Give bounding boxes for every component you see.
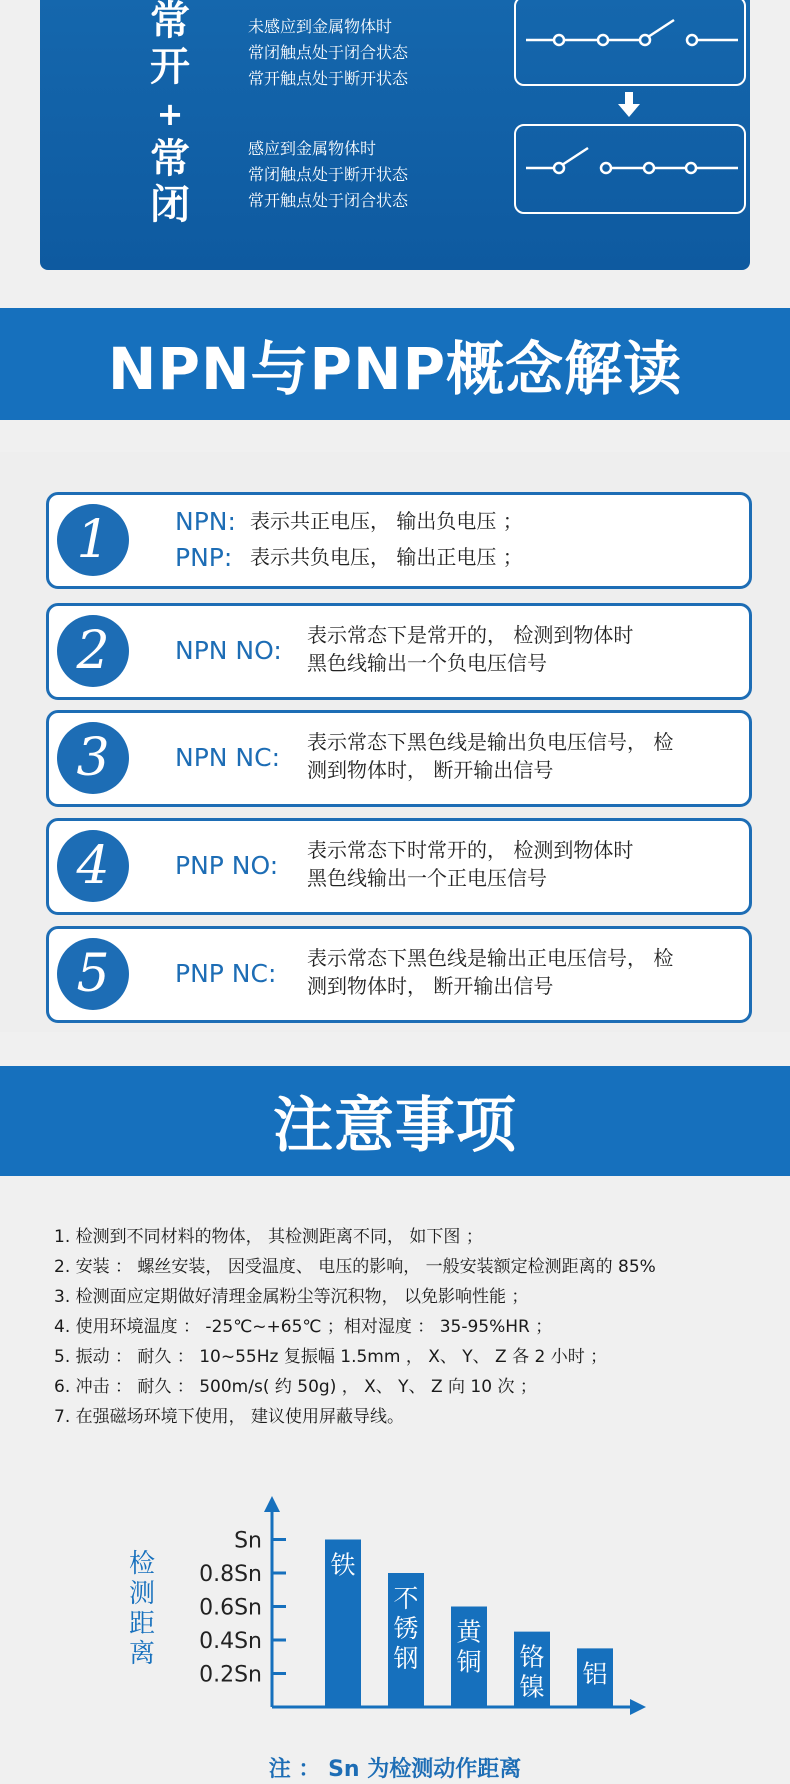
note-item: 3. 检测面应定期做好清理金属粉尘等沉积物， 以免影响性能 ；	[54, 1287, 529, 1307]
state-line: 未感应到金属物体时	[248, 17, 393, 36]
card-desc	[307, 836, 633, 892]
bar-label-char: 钢	[393, 1644, 419, 1673]
card-number: 5	[57, 938, 129, 1010]
switch-contacts-icon	[516, 0, 748, 88]
y-tick-label: 0.8Sn	[199, 1562, 262, 1587]
card-term: NPN:	[175, 507, 236, 536]
switch-diagram-default	[514, 0, 746, 86]
contact-state-panel	[40, 0, 750, 270]
y-axis-arrow	[264, 1496, 280, 1512]
concept-card-2	[46, 603, 752, 700]
card-desc: 表示共正电压， 输出负电压 ；	[250, 509, 523, 533]
card-term: PNP:	[175, 543, 233, 572]
bar-label-char: 铜	[456, 1647, 482, 1677]
y-tick-label: 0.6Sn	[199, 1595, 262, 1621]
card-desc-line: 测到物体时， 断开输出信号	[307, 974, 554, 998]
note-item: 4. 使用环境温度 ： -25℃~+65℃ ；相对湿度 ： 35-95%HR ；	[54, 1317, 553, 1337]
y-axis-label-char: 离	[128, 1639, 156, 1669]
chart-note: 注 ： Sn 为检测动作距离	[268, 1757, 522, 1782]
state-text-not-sensed	[248, 14, 408, 92]
card-number: 4	[57, 830, 129, 902]
card-desc	[307, 728, 673, 784]
card-desc: 表示共负电压， 输出正电压 ；	[250, 545, 523, 569]
concept-card-1	[46, 492, 752, 589]
state-line: 常闭触点处于断开状态	[248, 165, 409, 184]
card-desc-line: 表示常态下是常开的， 检测到物体时	[307, 623, 634, 647]
card-term: NPN NO:	[175, 636, 282, 665]
note-item: 6. 冲击 ： 耐久 ： 500m/s( 约 50g) ， X、 Y、 Z 向 10 次 ；	[54, 1377, 537, 1397]
notes-list	[54, 1222, 754, 1432]
y-axis-label-char: 测	[128, 1579, 156, 1609]
card-desc-line: 表示常态下黑色线是输出正电压信号， 检	[307, 946, 674, 970]
y-axis-label-char: 检	[128, 1549, 156, 1579]
section-title: NPN与PNP概念解读	[107, 335, 683, 403]
state-line: 感应到金属物体时	[248, 139, 377, 158]
bar-label-char: 铁	[330, 1550, 356, 1580]
mode-label-nc: 常闭	[150, 136, 190, 228]
y-tick-label: Sn	[234, 1528, 262, 1554]
concept-card-4	[46, 818, 752, 915]
card-term: NPN NC:	[175, 743, 281, 772]
card-term: PNP NO:	[175, 851, 279, 880]
note-item: 7. 在强磁场环境下使用， 建议使用屏蔽导线。	[54, 1407, 405, 1427]
section-banner-concepts	[0, 308, 790, 420]
state-line: 常开触点处于断开状态	[248, 69, 409, 88]
card-number: 2	[57, 615, 129, 687]
note-item: 5. 振动 ： 耐久 ： 10~55Hz 复振幅 1.5mm ， X、 Y、 Z 各 2 小时 ；	[54, 1347, 608, 1367]
switch-contacts-icon	[516, 126, 748, 216]
y-axis-label-char: 距	[128, 1609, 156, 1639]
card-desc-line: 测到物体时， 断开输出信号	[307, 758, 554, 782]
state-text-sensed	[248, 136, 408, 214]
bar-label-char: 铝	[582, 1659, 608, 1689]
state-line: 常闭触点处于闭合状态	[248, 43, 409, 62]
bar-label-char: 锈	[393, 1614, 419, 1643]
card-number: 3	[57, 722, 129, 794]
section-title: 注意事项	[273, 1091, 517, 1161]
bar-label-char: 不	[393, 1584, 419, 1613]
bar-label-char: 黄	[456, 1617, 482, 1647]
note-item: 1. 检测到不同材料的物体， 其检测距离不同， 如下图 ；	[54, 1227, 483, 1247]
state-line: 常开触点处于闭合状态	[248, 191, 409, 210]
note-item: 2. 安装 ： 螺丝安装， 因受温度、 电压的影响， 一般安装额定检测距离的 85%	[54, 1257, 656, 1277]
detection-distance-chart	[0, 1480, 790, 1750]
card-desc	[307, 944, 673, 1000]
card-desc-line: 黑色线输出一个负电压信号	[307, 651, 547, 675]
card-number: 1	[57, 504, 129, 576]
card-term: PNP NC:	[175, 959, 277, 988]
section-banner-notes	[0, 1066, 790, 1176]
switch-diagram-sensed	[514, 124, 746, 214]
mode-plus: +	[156, 95, 184, 133]
x-axis-arrow	[630, 1699, 646, 1715]
y-tick-label: 0.2Sn	[199, 1662, 262, 1688]
card-desc-line: 黑色线输出一个正电压信号	[307, 866, 547, 890]
mode-label-no: 常开	[150, 0, 190, 90]
card-desc-line: 表示常态下黑色线是输出负电压信号， 检	[307, 730, 674, 754]
card-desc-line: 表示常态下时常开的， 检测到物体时	[307, 838, 634, 862]
y-tick-label: 0.4Sn	[199, 1629, 262, 1654]
concept-card-5	[46, 926, 752, 1023]
arrow-down-icon	[618, 92, 640, 118]
bar-label-char: 镍	[519, 1672, 545, 1702]
concept-card-3	[46, 710, 752, 807]
bar-label-char: 铬	[519, 1642, 545, 1672]
card-desc	[307, 621, 633, 677]
